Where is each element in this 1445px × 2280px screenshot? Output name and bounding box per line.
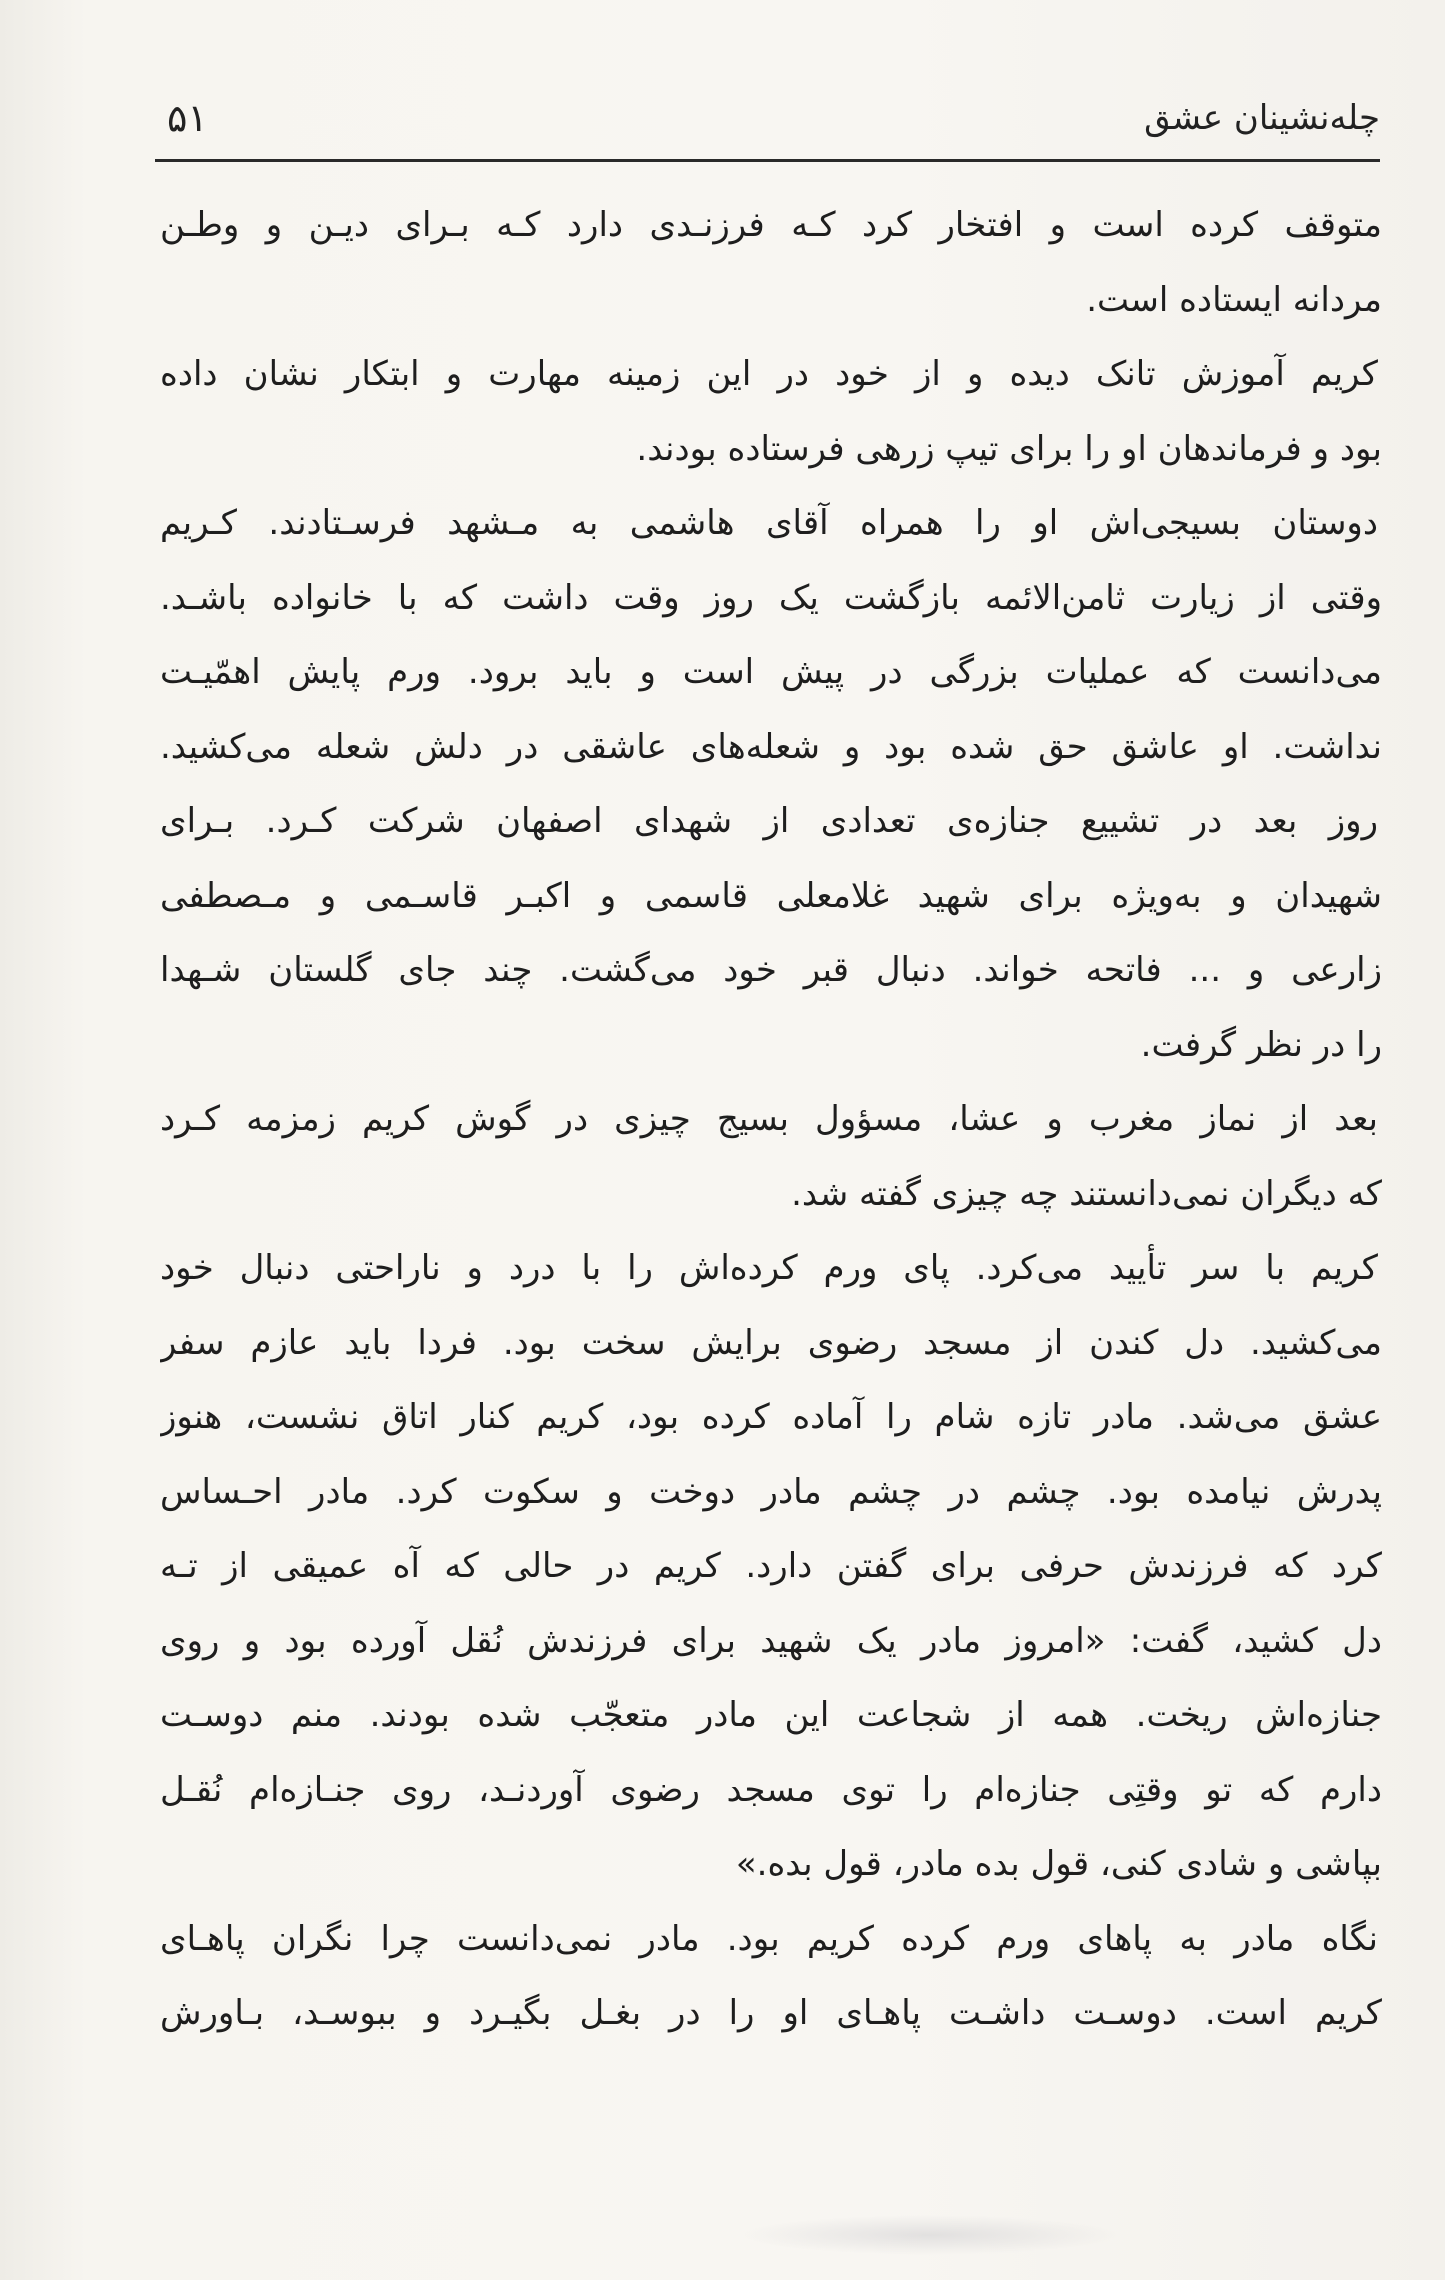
text-line: عشق می‌شد. مادر تازه شام را آماده کرده بود، کریم کنار اتاق نشست، هنوز — [160, 1397, 1382, 1437]
page-header — [155, 88, 1380, 160]
paragraph-1 — [160, 188, 1382, 337]
text-line: دل کشید، گفت: «امروز مادر یک شهید برای فرزندش نُقل آورده بود و روی — [160, 1620, 1382, 1661]
text-line: کرد که فرزندش حرفی برای گفتن دارد. کریم در حالی که آه عمیقی از تـه — [160, 1546, 1382, 1586]
text-line: روز بعد در تشییع جنازه‌ی تعدادی از شهدای اصفهان شرکت کـرد. بـرای — [160, 801, 1378, 841]
text-line: شهیدان و به‌ویژه برای شهید غلامعلی قاسمی و اکبـر قاسـمی و مـصطفی — [160, 875, 1382, 916]
text-line: کریم است. دوسـت داشـت پاهـای او را در بغـل بگیـرد و ببوسـد، بـاورش — [160, 1993, 1382, 2033]
text-line: بود و فرماندهان او را برای تیپ زرهی فرستاده بودند. — [636, 428, 1382, 469]
text-line: کریم با سر تأیید می‌کرد. پای ورم کرده‌اش را با درد و ناراحتی دنبال خود — [160, 1248, 1378, 1288]
header-rule — [155, 159, 1380, 162]
text-line: نگاه مادر به پاهای ورم کرده کریم بود. مادر نمی‌دانست چرا نگران پاهـای — [160, 1918, 1378, 1959]
body-text — [160, 188, 1382, 2051]
paragraph-3 — [160, 486, 1382, 784]
text-line: کریم آموزش تانک دیده و از خود در این زمینه مهارت و ابتکار نشان داده — [160, 354, 1378, 394]
paragraph-7 — [160, 1902, 1382, 2051]
text-line: دارم که تو وقتِی جنازه‌ام را توی مسجد رضوی آوردنـد، روی جنـازه‌ام نُقـل — [160, 1769, 1382, 1810]
text-line: متوقف کرده است و افتخار کرد کـه فرزنـدی دارد کـه بـرای دیـن و وطـن — [160, 205, 1382, 245]
paragraph-5 — [160, 1082, 1382, 1231]
text-line: می‌کشید. دل کندن از مسجد رضوی برایش سخت بود. فردا باید عازم سفر — [160, 1322, 1382, 1363]
text-line: وقتی از زیارت ثامن‌الائمه بازگشت یک روز وقت داشت که با خانواده باشـد. — [160, 577, 1382, 618]
text-line: که دیگران نمی‌دانستند چه چیزی گفته شد. — [791, 1173, 1382, 1214]
paragraph-4 — [160, 784, 1382, 1082]
paragraph-2 — [160, 337, 1382, 486]
text-line: جنازه‌اش ریخت. همه از شجاعت این مادر متعجّب شده بودند. منم دوسـت — [160, 1695, 1382, 1735]
text-line: پدرش نیامده بود. چشم در چشم مادر دوخت و سکوت کرد. مادر احـساس — [160, 1471, 1382, 1512]
text-line: دوستان بسیجی‌اش او را همراه آقای هاشمی به مـشهد فرسـتادند. کـریم — [160, 503, 1378, 543]
text-line: زارعی و ... فاتحه خواند. دنبال قبر خود می‌گشت. چند جای گلستان شـهدا — [160, 950, 1382, 990]
text-line: مردانه ایستاده است. — [1086, 279, 1382, 320]
text-line: بپاشی و شادی کنی، قول بده مادر، قول بده.» — [735, 1844, 1382, 1884]
scan-artifact — [740, 2215, 1120, 2255]
page-number: ۵۱ — [167, 96, 208, 140]
paragraph-6 — [160, 1231, 1382, 1902]
text-line: می‌دانست که عملیات بزرگی در پیش است و باید برود. ورم پایش اهمّیـت — [160, 652, 1382, 692]
running-title: چله‌نشینان عشق — [1144, 98, 1380, 138]
text-line: نداشت. او عاشق حق شده بود و شعله‌های عاشقی در دلش شعله می‌کشید. — [160, 726, 1382, 767]
text-line: را در نظر گرفت. — [1140, 1024, 1382, 1065]
text-line: بعد از نماز مغرب و عشا، مسؤول بسیج چیزی در گوش کریم زمزمه کـرد — [160, 1099, 1378, 1139]
